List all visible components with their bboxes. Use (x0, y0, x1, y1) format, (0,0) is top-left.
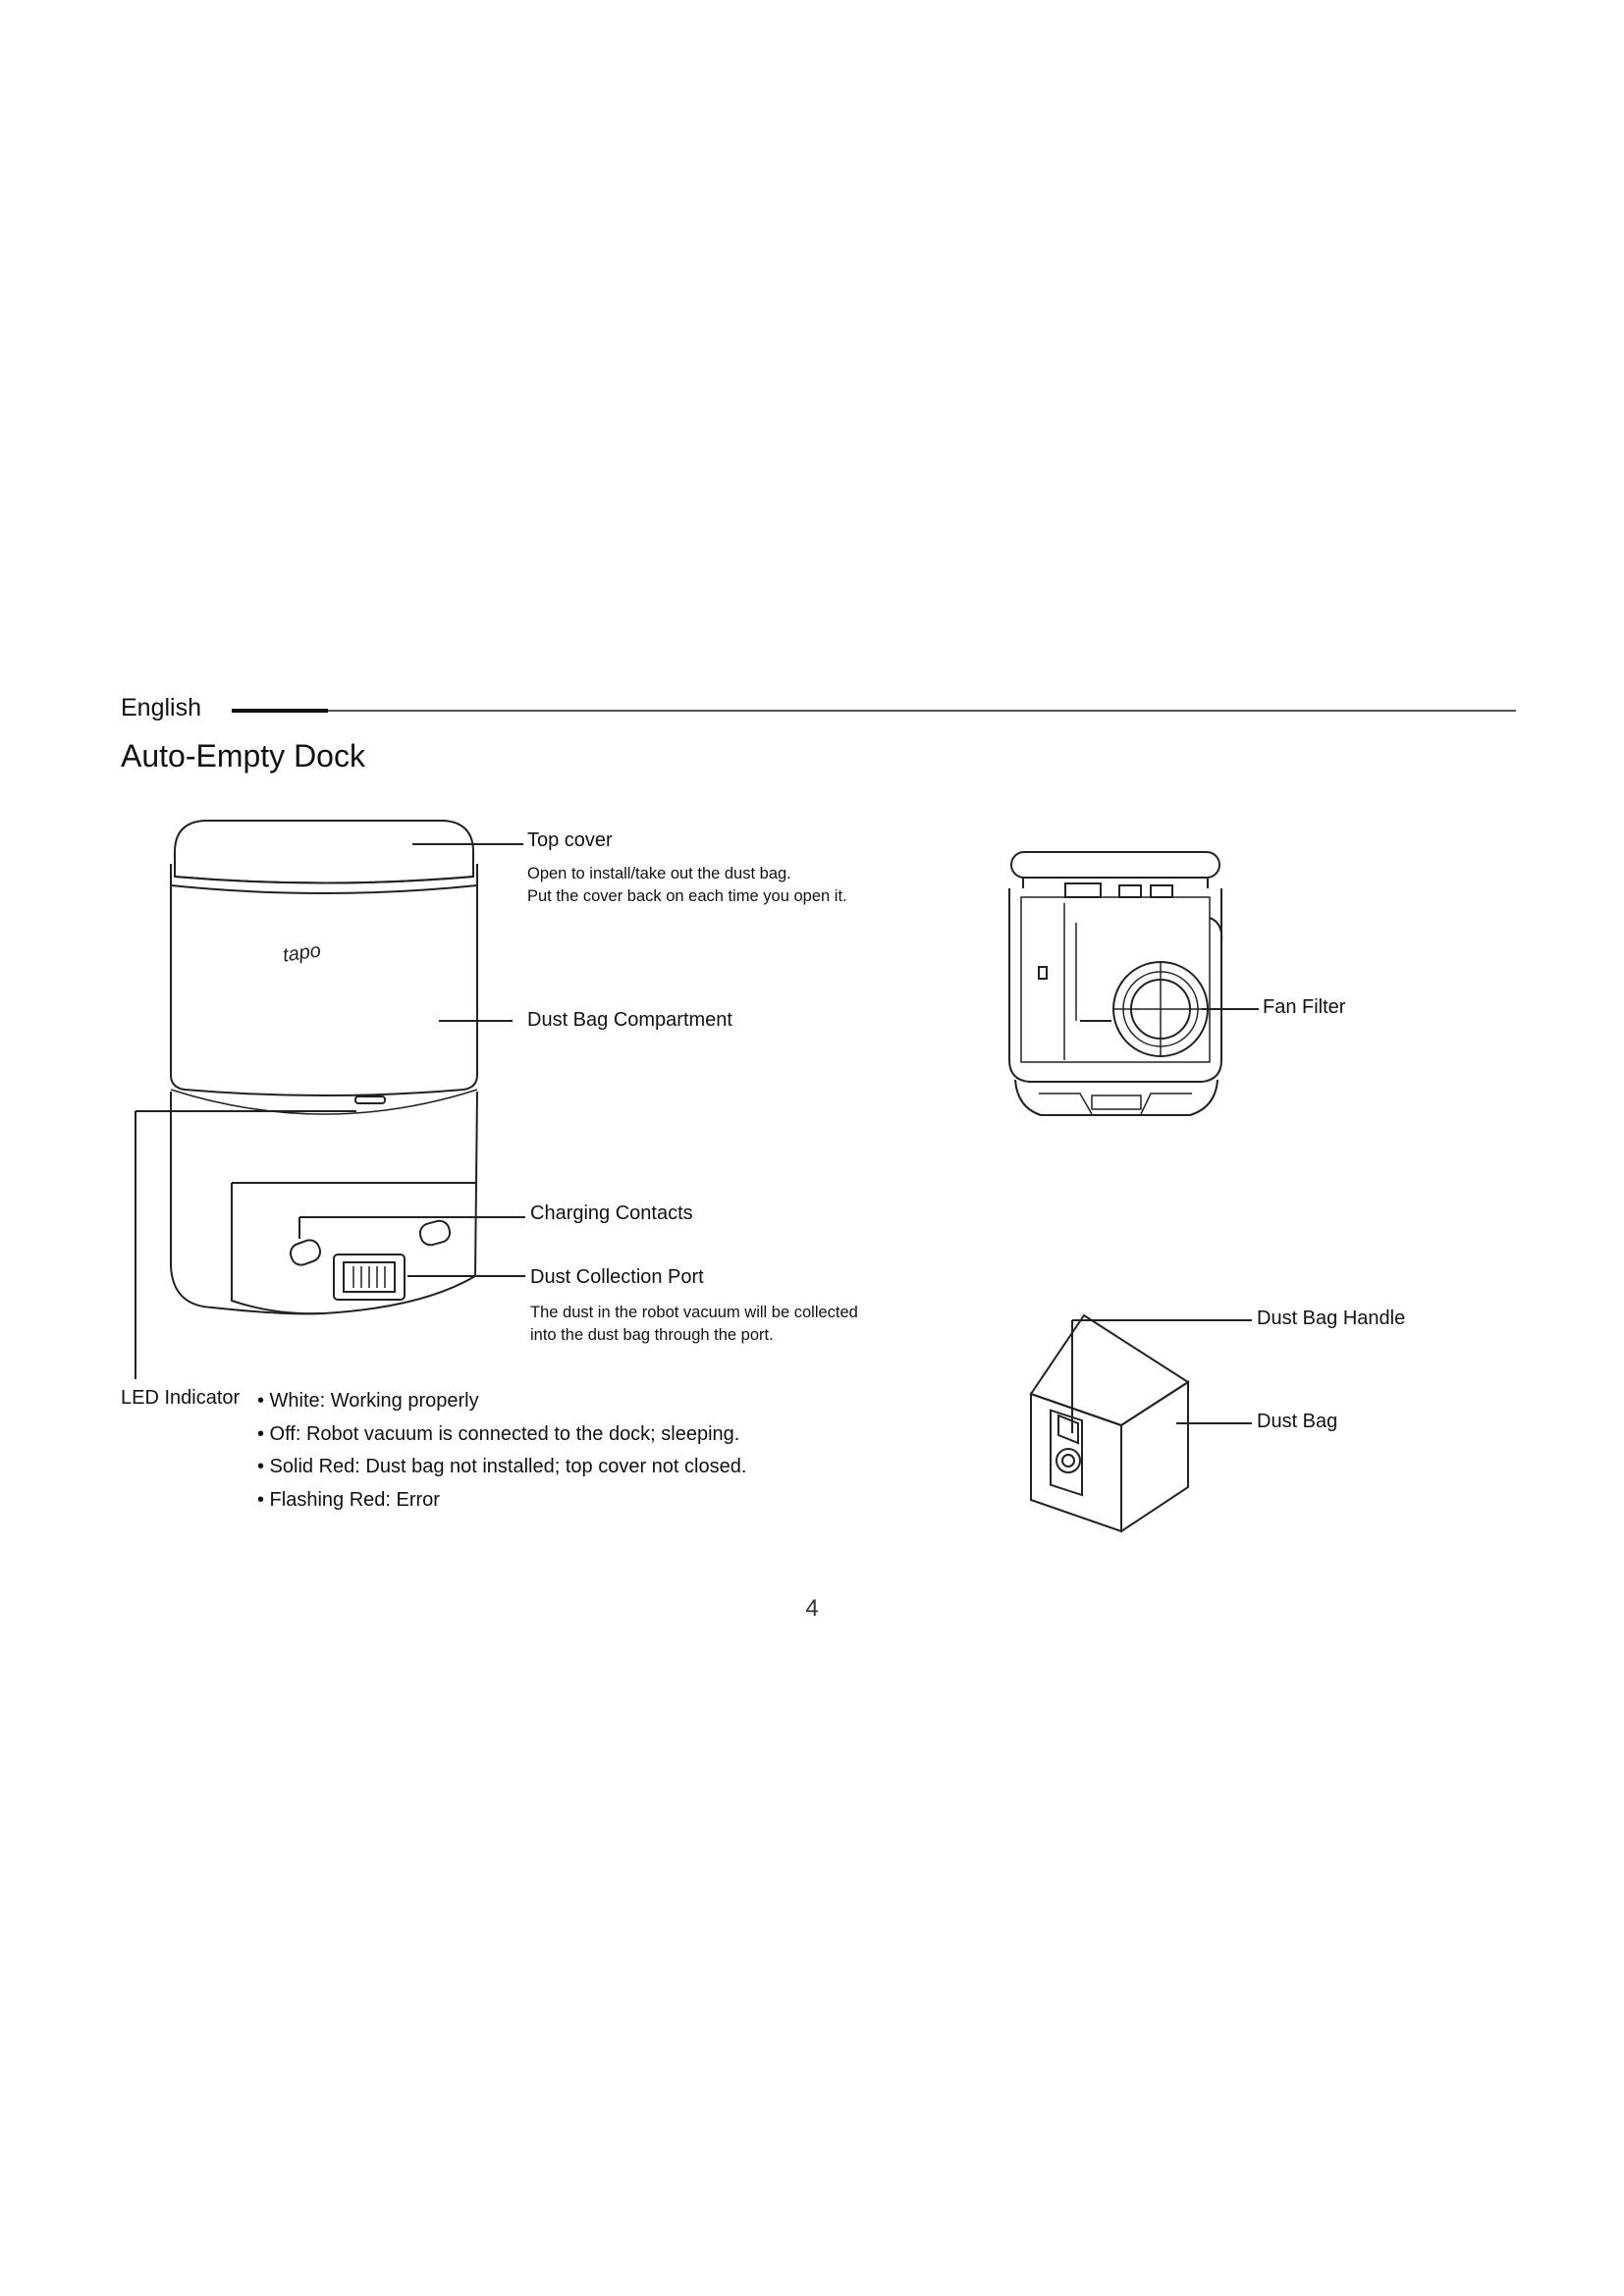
dust-collection-port-desc-line2: into the dust bag through the port. (530, 1326, 774, 1344)
charging-contacts-label: Charging Contacts (530, 1202, 693, 1224)
dock-illustration (171, 821, 477, 1313)
led-state-list (257, 1385, 746, 1517)
dock-front-recess (232, 1183, 475, 1313)
dock-top-cover (175, 821, 473, 883)
dust-bag-top (1031, 1315, 1188, 1425)
charging-contact-left (288, 1238, 323, 1268)
dust-collection-port-label: Dust Collection Port (530, 1266, 704, 1288)
tapo-logo: tapo (281, 939, 323, 967)
dust-collection-port-desc-line1: The dust in the robot vacuum will be collected (530, 1304, 858, 1321)
top-cover-desc-line2: Put the cover back on each time you open it. (527, 887, 847, 905)
page-title: Auto-Empty Dock (121, 738, 365, 774)
open-dock-lid (1011, 852, 1219, 878)
charging-contact-right (418, 1218, 453, 1247)
page-number: 4 (805, 1595, 819, 1622)
top-cover-desc-line1: Open to install/take out the dust bag. (527, 865, 791, 882)
led-state-item: • White: Working properly (257, 1390, 479, 1412)
led-indicator-light (355, 1096, 385, 1103)
led-indicator-label: LED Indicator (121, 1387, 241, 1409)
dust-bag-label: Dust Bag (1257, 1411, 1338, 1432)
open-dock-illustration (1009, 852, 1221, 1115)
led-state-item: • Solid Red: Dust bag not installed; top cover not closed. (257, 1456, 747, 1477)
section-language-label: English (121, 694, 201, 721)
dust-bag-side (1121, 1382, 1188, 1531)
dust-bag-illustration (1031, 1315, 1188, 1531)
dock-leader-lines (135, 844, 525, 1379)
dust-bag-compartment-label: Dust Bag Compartment (527, 1009, 732, 1031)
dust-bag-handle-label: Dust Bag Handle (1257, 1308, 1406, 1329)
top-cover-label: Top cover (527, 829, 613, 851)
dock-base (171, 1092, 477, 1313)
dock-lid-seam (175, 877, 473, 883)
fan-filter-label: Fan Filter (1263, 996, 1346, 1018)
led-state-item: • Off: Robot vacuum is connected to the dock; sleeping. (257, 1422, 740, 1445)
dust-bag-leader-lines (1072, 1320, 1252, 1433)
dock-upper-body (171, 864, 477, 1095)
led-state-item: • Flashing Red: Error (257, 1488, 440, 1511)
dust-bag-front (1031, 1394, 1121, 1531)
